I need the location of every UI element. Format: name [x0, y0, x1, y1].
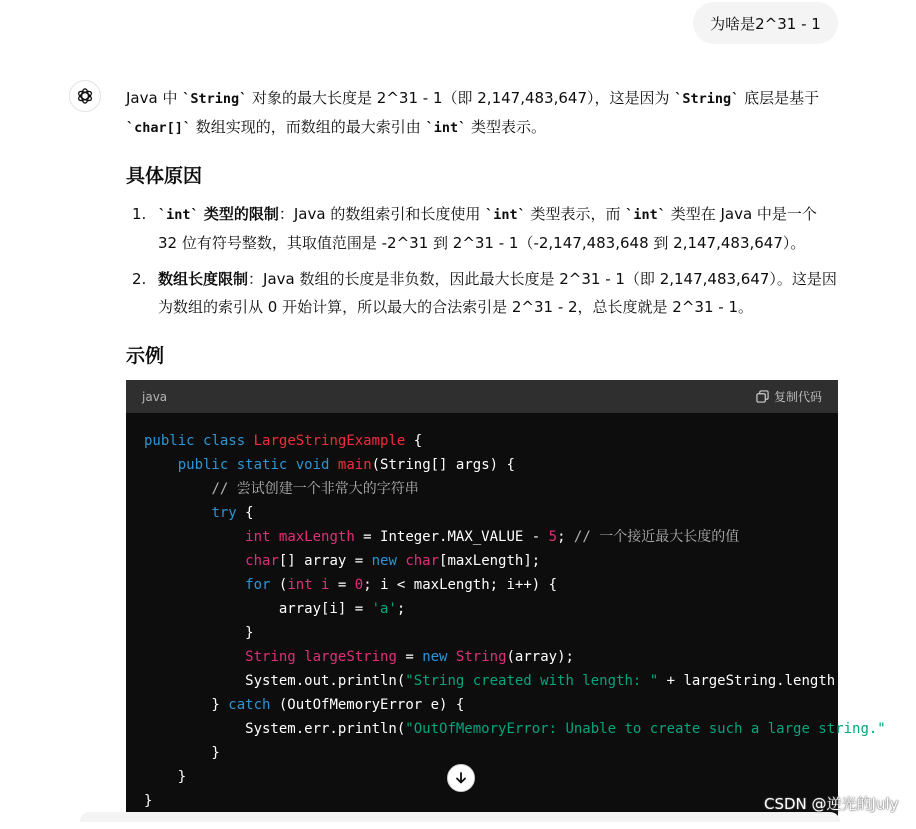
openai-logo-icon: [75, 86, 95, 106]
code-line: public static void main(String[] args) {: [177, 457, 515, 473]
inline-code: `int`: [425, 120, 467, 136]
copy-icon: [756, 390, 769, 403]
code-line: for (int i = 0; i < maxLength; i++) {: [245, 577, 558, 593]
code-line: String largeString = new String(array);: [245, 649, 574, 665]
code-line: }: [144, 793, 153, 809]
copy-code-label: 复制代码: [773, 390, 822, 404]
reason-item: [126, 265, 838, 321]
reason-text: ：Java 的数组索引和长度使用: [278, 205, 486, 223]
reason-title: 类型的限制: [198, 205, 279, 223]
code-language-label: java: [142, 389, 168, 404]
code-line: } catch (OutOfMemoryError e) {: [144, 697, 465, 713]
reasons-heading: 具体原因: [126, 165, 203, 187]
inline-code: `int`: [625, 207, 666, 223]
code-block-header: [126, 380, 838, 413]
intro-text: 对象的最大长度是 2^31 - 1（即 2,147,483,647），这是因为: [247, 89, 675, 107]
inline-code: `int`: [485, 207, 526, 223]
code-line: }: [144, 769, 187, 785]
example-heading: 示例: [126, 345, 165, 367]
code-line: System.err.println("OutOfMemoryError: Unable to create such a large string.");: [144, 721, 903, 737]
intro-text: 类型表示。: [466, 118, 546, 136]
copy-code-button[interactable]: [756, 388, 822, 405]
user-message-text: 为啥是2^31 - 1: [710, 14, 821, 33]
intro-paragraph: [126, 84, 838, 142]
list-number: 2.: [132, 270, 147, 288]
list-number: 1.: [132, 205, 147, 223]
code-line: }: [144, 745, 220, 761]
code-line: System.out.println("String created with length: " + largeString.length());: [144, 673, 869, 689]
inline-code: `String`: [182, 91, 248, 107]
reason-text: 类型表示，而: [525, 205, 626, 223]
intro-text: Java 中: [126, 89, 183, 107]
code-line: public class LargeStringExample {: [144, 433, 423, 449]
reasons-list: [126, 200, 838, 329]
reason-title: 数组长度限制: [158, 270, 249, 288]
assistant-response: [126, 84, 838, 367]
user-message-bubble: [693, 2, 838, 44]
intro-text: 数组实现的，而数组的最大索引由: [191, 118, 426, 136]
code-line: array[i] = 'a';: [144, 601, 406, 617]
code-line: try {: [211, 505, 254, 521]
assistant-avatar: [69, 80, 101, 112]
composer-edge: [80, 812, 840, 822]
inline-code: `char[]`: [126, 120, 192, 136]
code-content: [126, 413, 903, 829]
code-line: }: [144, 625, 254, 641]
reason-text: ：Java 数组的长度是非负数，因此最大长度是 2^31 - 1（即 2,147,483,647）。这是因为数组的索引从 0 开始计算，所以最大的合法索引是 2^31 - 2，总长度就是 2^31 - 1。: [158, 270, 837, 316]
watermark: CSDN @逆光的July: [764, 795, 899, 813]
inline-code: `String`: [674, 91, 740, 107]
code-line: char[] array = new char[maxLength];: [245, 553, 541, 569]
intro-text: 底层是基于: [739, 89, 820, 107]
code-line: int maxLength = Integer.MAX_VALUE - 5; // 一个接近最大长度的值: [245, 529, 740, 545]
inline-code: `int`: [158, 207, 199, 223]
code-line: // 尝试创建一个非常大的字符串: [211, 481, 419, 497]
reason-item: [126, 200, 838, 257]
code-block: [126, 380, 903, 819]
scroll-to-bottom-button[interactable]: [447, 764, 475, 792]
reason-text: 类型在 Java 中是一个 32 位有符号整数，其取值范围是 -2^31 到 2^31 - 1（-2,147,483,648 到 2,147,483,647）。: [158, 205, 817, 252]
arrow-down-icon: [454, 771, 468, 785]
